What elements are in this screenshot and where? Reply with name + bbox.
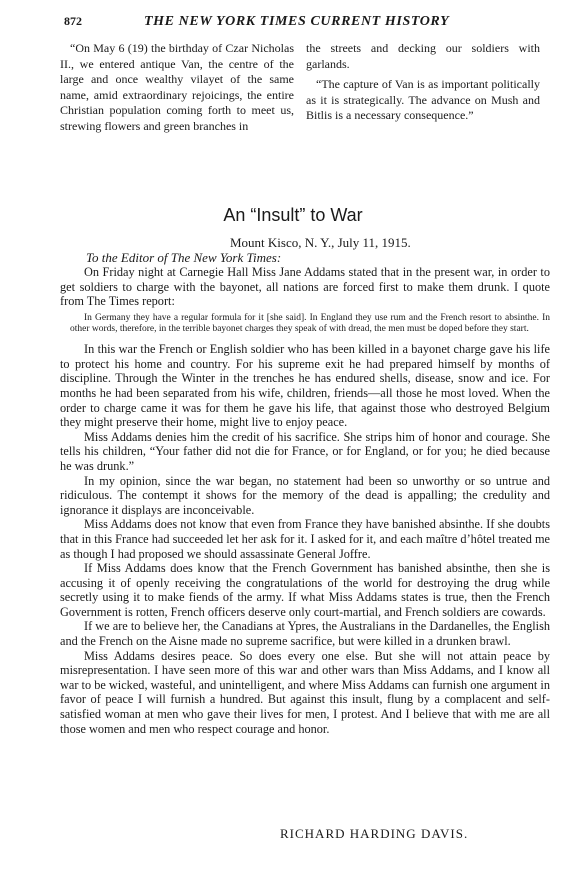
body-paragraph: On Friday night at Carnegie Hall Miss Jane Addams stated that in the present war, in order to get soldiers to charge with the bayonet, all nations are forced first to make them drunk. I quote from The Times report:: [60, 265, 550, 309]
body-paragraph: Miss Addams does not know that even from France they have banished absinthe. If she doubts that in this France had succeeded let her ask for it. I asked for it, and each maître d’hôtel treated me as though I had proposed we should assassinate General Joffre.: [60, 517, 550, 561]
dateline: Mount Kisco, N. Y., July 11, 1915.: [230, 235, 411, 250]
left-column: [60, 41, 294, 140]
right-column-continuation: the streets and decking our soldiers with garlands.: [306, 41, 540, 71]
body-paragraph: Miss Addams denies him the credit of his sacrifice. She strips him of honor and courage. She tells his children, “Your father did not die for France, or for England, or for you; he died because he was drunk.”: [60, 429, 550, 473]
letter-body: [60, 265, 550, 736]
page-header: [64, 14, 546, 30]
body-paragraph: In my opinion, since the war began, no statement had been so unworthy or so untrue and ridiculous. The contempt it shows for the memory of the dead is appalling; the credulity and ignorance it displays are inconceivable.: [60, 473, 550, 517]
page-number: 872: [64, 14, 82, 28]
body-paragraph: If Miss Addams does know that the French Government has banished absinthe, then she is accusing it of openly receiving the congratulations of the world for destroying the drug while secretly using it to make fiends of the army. If what Miss Addams states is true, then the French Government is rotten, French officers deserve only court-martial, and French soldiers are cowards.: [60, 561, 550, 619]
signature: RICHARD HARDING DAVIS.: [280, 826, 469, 841]
quoted-report: In Germany they have a regular formula for it [she said]. In England they use rum and the French resort to absinthe. In other words, therefore, in the terrible bayonet charges they speak of with dread, the men must be doped before they start.: [70, 312, 550, 334]
body-paragraph: If we are to believe her, the Canadians at Ypres, the Australians in the Dardanelles, the English and the French on the Aisne made no supreme sacrifice, but were killed in a drunken brawl.: [60, 619, 550, 649]
salutation: To the Editor of The New York Times:: [86, 250, 282, 265]
right-column-paragraph: “The capture of Van is as important politically as it is strategically. The advance on Mush and Bitlis is a necessary consequence.”: [306, 77, 540, 123]
running-title: THE NEW YORK TIMES CURRENT HISTORY: [144, 14, 450, 29]
right-column: [306, 41, 540, 129]
body-paragraph: Miss Addams desires peace. So does every one else. But she will not attain peace by misrepresentation. I have seen more of this war and other wars than Miss Addams, and I know all war to be wicked, wasteful, and unintelligent, and where Miss Addams can furnish one argument in favor of peace I will furnish a hundred. But against this insult, flung by a complacent and self-satisfied woman at men who gave their lives for men, I protest. And I believe that with me are all those women and men who respect courage and honor.: [60, 648, 550, 736]
body-paragraph: In this war the French or English soldier who has been killed in a bayonet charge gave his life to protect his home and country. For his supreme exit he had prepared himself by months of discipline. Through the Winter in the trenches he has endured shells, disease, snow and ice. For months he had been separated from his wife, children, friends—all those he most loved. When the order to charge came it was for them he gave his life, that against those who destroyed Belgium they might preserve their home, might live to enjoy peace.: [60, 342, 550, 430]
article-title: An “Insult” to War: [223, 205, 363, 225]
two-column-continuation: [60, 41, 558, 206]
left-column-paragraph: “On May 6 (19) the birthday of Czar Nicholas II., we entered antique Van, the centre of the large and once wealthy vilayet of the same name, amid extraordinary rejoicings, the entire Christian population coming forth to meet us, strewing flowers and green branches in: [60, 41, 294, 133]
